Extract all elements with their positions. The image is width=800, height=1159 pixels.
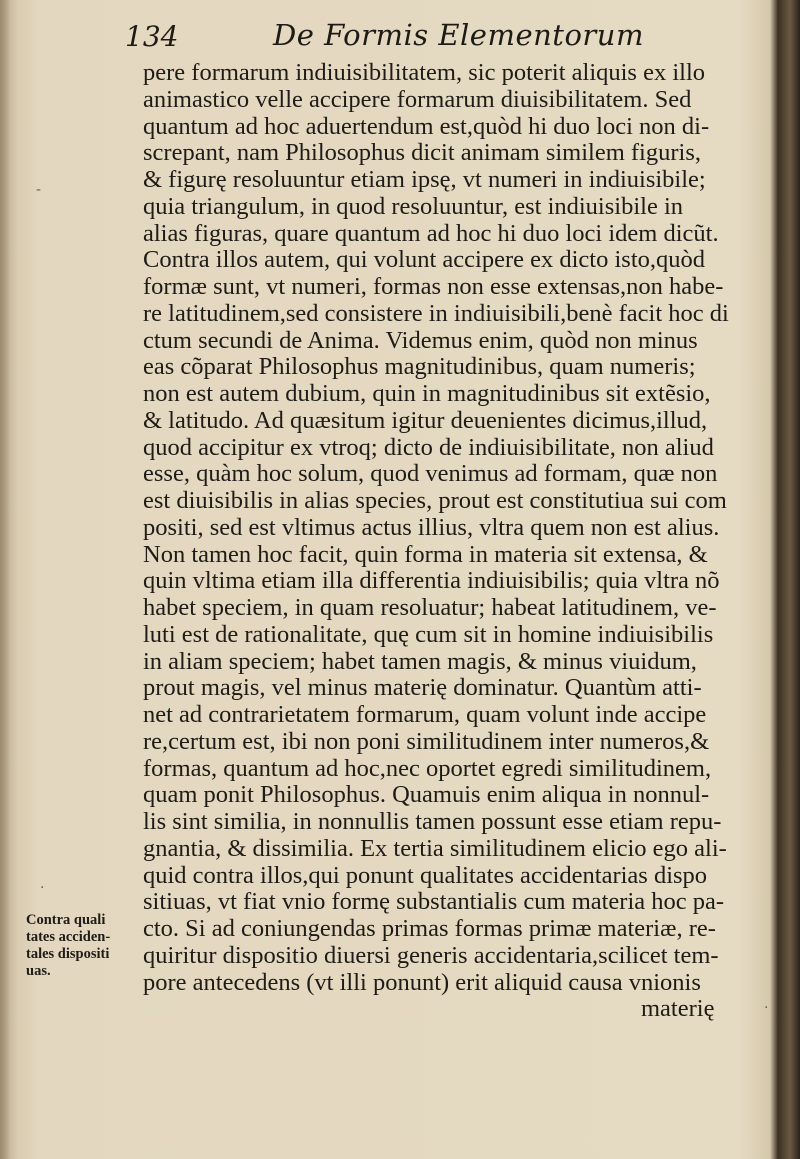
- page-header: [125, 18, 725, 58]
- text-line: alias figuras, quare quantum ad hoc hi duo loci idem dicũt.: [143, 219, 719, 247]
- text-line: gnantia, & dissimilia. Ex tertia similitudinem elicio ego ali-: [143, 834, 727, 862]
- text-line: re,certum est, ibi non poni similitudinem inter numeros,&: [143, 727, 710, 755]
- margin-speck: ·: [40, 880, 45, 896]
- text-line: quam ponit Philosophus. Quamuis enim aliqua in nonnul-: [143, 781, 710, 809]
- text-line: ctum secundi de Anima. Videmus enim, quòd non minus: [143, 326, 698, 354]
- main-text-block: [143, 60, 763, 1023]
- text-line: Contra illos autem, qui volunt accipere ex dicto isto,quòd: [143, 246, 706, 274]
- text-line: Non tamen hoc facit, quin forma in materia sit extensa, &: [143, 540, 708, 568]
- text-line: est diuisibilis in alias species, prout est constitutiua sui com: [143, 487, 727, 514]
- text-line: quia triangulum, in quod resoluuntur, est indiuisibile in: [143, 192, 684, 220]
- text-line: pere formarum indiuisibilitatem, sic poterit aliquis ex illo: [143, 59, 706, 86]
- text-line: quod accipitur ex vtroq; dicto de indiuisibilitate, non aliud: [143, 433, 714, 461]
- text-line: net ad contrarietatem formarum, quam volunt inde accipe: [143, 701, 707, 728]
- catchword: materię: [641, 995, 715, 1023]
- text-line: formæ sunt, vt numeri, formas non esse extensas,non habe-: [143, 273, 724, 300]
- text-line: & figurę resoluuntur etiam ipsę, vt numeri in indiuisibile;: [143, 166, 706, 193]
- text-line: habet speciem, in quam resoluatur; habeat latitudinem, ve-: [143, 594, 717, 621]
- text-line: quantum ad hoc aduertendum est,quòd hi duo loci non di-: [143, 112, 710, 140]
- text-line: quiritur dispositio diuersi generis accidentaria,scilicet tem-: [143, 941, 719, 969]
- text-line: lis sint similia, in nonnullis tamen possunt esse etiam repu-: [143, 808, 722, 835]
- marginal-note-line: tales dispositi: [26, 946, 110, 962]
- text-line: formas, quantum ad hoc,nec oportet egredi similitudinem,: [143, 754, 712, 782]
- marginal-note: [26, 912, 141, 980]
- text-line: screpant, nam Philosophus dicit animam similem figuris,: [143, 139, 701, 167]
- running-head: De Formis Elementorum: [273, 18, 644, 52]
- margin-speck: ·: [764, 1000, 769, 1016]
- page-number: 134: [125, 20, 179, 53]
- text-line: & latitudo. Ad quæsitum igitur deuenientes dicimus,illud,: [143, 406, 708, 434]
- marginal-note-line: tates acciden-: [26, 929, 111, 945]
- text-line: pore antecedens (vt illi ponunt) erit aliquid causa vnionis: [143, 968, 701, 996]
- text-line: positi, sed est vltimus actus illius, vltra quem non est alius.: [143, 513, 720, 541]
- text-line: luti est de rationalitate, quę cum sit in homine indiuisibilis: [143, 620, 714, 648]
- marginal-note-line: uas.: [26, 963, 51, 979]
- margin-speck: -: [36, 182, 42, 198]
- text-line: quid contra illos,qui ponunt qualitates accidentarias dispo: [143, 861, 708, 889]
- text-line: quin vltima etiam illa differentia indiuisibilis; quia vltra nõ: [143, 567, 720, 595]
- text-line: re latitudinem,sed consistere in indiuisibili,benè facit hoc di: [143, 299, 729, 327]
- text-line: esse, quàm hoc solum, quod venimus ad formam, quæ non: [143, 460, 718, 488]
- marginal-note-line: Contra quali: [26, 912, 106, 928]
- gutter-shadow: [0, 0, 10, 1159]
- text-line: sitiuas, vt fiat vnio formę substantialis cum materia hoc pa-: [143, 888, 725, 916]
- text-line: prout magis, vel minus materię dominatur. Quantùm atti-: [143, 674, 702, 702]
- text-line: cto. Si ad coniungendas primas formas primæ materiæ, re-: [143, 915, 716, 942]
- text-line: eas cõparat Philosophus magnitudinibus, quam numeris;: [143, 353, 696, 381]
- text-line: non est autem dubium, quin in magnitudinibus sit extẽsio,: [143, 380, 711, 407]
- text-line: in aliam speciem; habet tamen magis, & minus viuidum,: [143, 647, 697, 675]
- text-line: animastico velle accipere formarum diuisibilitatem. Sed: [143, 85, 692, 113]
